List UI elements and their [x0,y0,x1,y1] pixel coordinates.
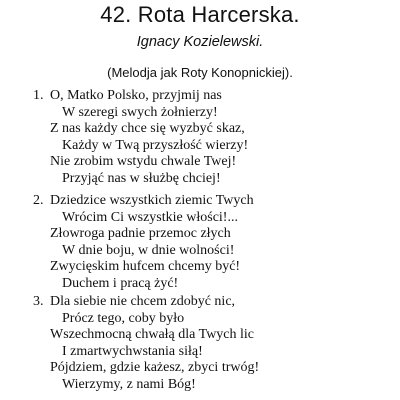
melody-note: (Melodja jak Roty Konopnickiej). [107,65,293,80]
verse-line: Duchem i pracą żyć! [62,275,179,291]
stanza-number: 1. [33,88,44,103]
verse-line: Prócz tego, coby było [62,310,185,326]
song-title: 42. Rota Harcerska. [100,2,300,27]
verse-line: O, Matko Polsko, przyjmij nas [50,88,222,103]
stanza-number: 2. [33,193,44,208]
verse-line: I zmartwychwstania siłą! [62,343,203,359]
stanza-number: 3. [33,294,44,309]
verse-line: Przyjąć nas w służbę chciej! [62,170,221,186]
verse-line: Wrócim Ci wszystkie włości!... [62,209,238,225]
verse-line: Każdy w Twą przyszłość wierzy! [62,137,249,153]
song-author: Ignacy Kozielewski. [136,34,264,50]
verse-line: Zwycięskim hufcem chcemy być! [50,259,241,274]
verse-line: Z nas każdy chce się wyzbyć skaz, [50,121,245,136]
verse-line: W dnie boju, w dnie wolności! [62,242,235,258]
verse-line: W szeregi swych żołnierzy! [62,104,218,120]
verse-line: Pójdziem, gdzie każesz, zbyci trwóg! [50,360,260,375]
verse-line: Nie zrobim wstydu chwale Twej! [50,154,237,169]
verse-line: Wszechmocną chwałą dla Twych lic [50,327,255,342]
verse-line: Dziedzice wszystkich ziemic Twych [50,193,254,208]
verse-line: Wierzymy, z nami Bóg! [62,376,196,392]
verse-line: Złowroga padnie przemoc złych [50,226,231,241]
verse-line: Dla siebie nie chcem zdobyć nic, [50,294,236,309]
